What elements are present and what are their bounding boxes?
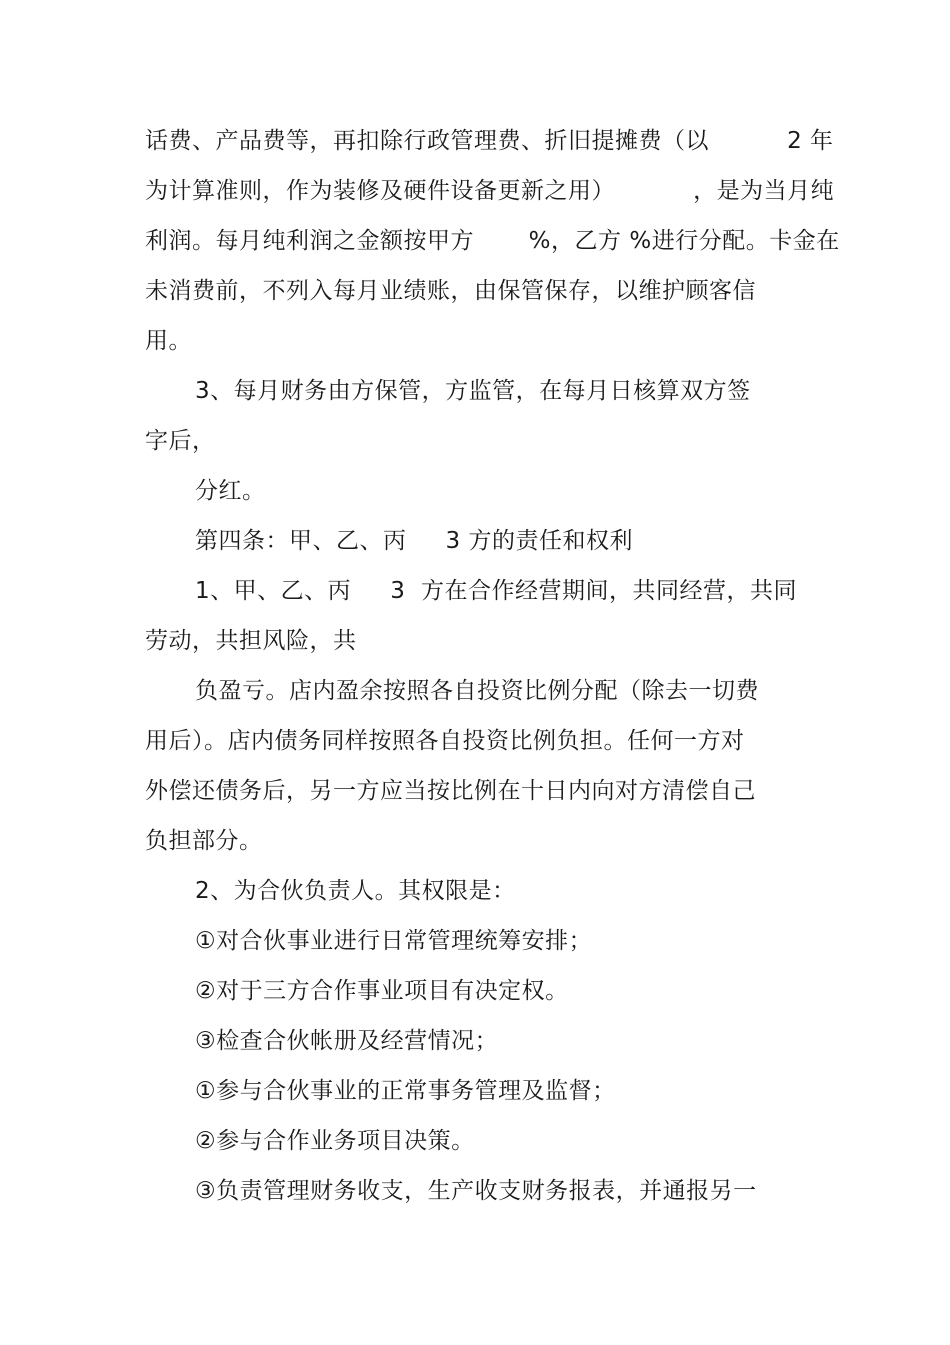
text-line: 负担部分。 bbox=[145, 828, 263, 854]
text-line: 2、为合伙负责人。其权限是： bbox=[195, 878, 516, 904]
text-line: 用后）。店内债务同样按照各自投资比例负担。任何一方对 bbox=[145, 728, 745, 754]
section-heading: 第四条：甲、乙、丙 3 方的责任和权利 bbox=[195, 528, 633, 554]
text-line: 负盈亏。店内盈余按照各自投资比例分配（除去一切费 bbox=[195, 678, 759, 704]
list-item: ①对合伙事业进行日常管理统筹安排； bbox=[195, 928, 593, 954]
text-line: 劳动，共担风险，共 bbox=[145, 628, 357, 654]
text-line: 3、每月财务由方保管，方监管，在每月日核算双方签 bbox=[195, 378, 751, 404]
list-item: ②对于三方合作事业项目有决定权。 bbox=[195, 978, 569, 1004]
text-line: 未消费前，不列入每月业绩账，由保管保存，以维护顾客信 bbox=[145, 278, 756, 304]
list-item: ③负责管理财务收支，生产收支财务报表，并通报另一 bbox=[195, 1178, 757, 1204]
text-line: 分红。 bbox=[195, 478, 266, 504]
text-line: 1、甲、乙、丙 3 方在合作经营期间，共同经营，共同 bbox=[195, 578, 797, 604]
list-item: ③检查合伙帐册及经营情况； bbox=[195, 1028, 499, 1054]
text-line: 用。 bbox=[145, 328, 192, 354]
text-line: 话费、产品费等，再扣除行政管理费、折旧提摊费（以 2 年 bbox=[145, 128, 834, 154]
list-item: ①参与合伙事业的正常事务管理及监督； bbox=[195, 1078, 616, 1104]
text-line: 外偿还债务后，另一方应当按比例在十日内向对方清偿自己 bbox=[145, 778, 756, 804]
text-line: 利润。每月纯利润之金额按甲方 %，乙方 %进行分配。卡金在 bbox=[145, 228, 840, 254]
list-item: ②参与合作业务项目决策。 bbox=[195, 1128, 475, 1154]
text-line: 字后， bbox=[145, 428, 216, 454]
text-line: 为计算准则，作为装修及硬件设备更新之用） ，是为当月纯 bbox=[145, 178, 835, 204]
